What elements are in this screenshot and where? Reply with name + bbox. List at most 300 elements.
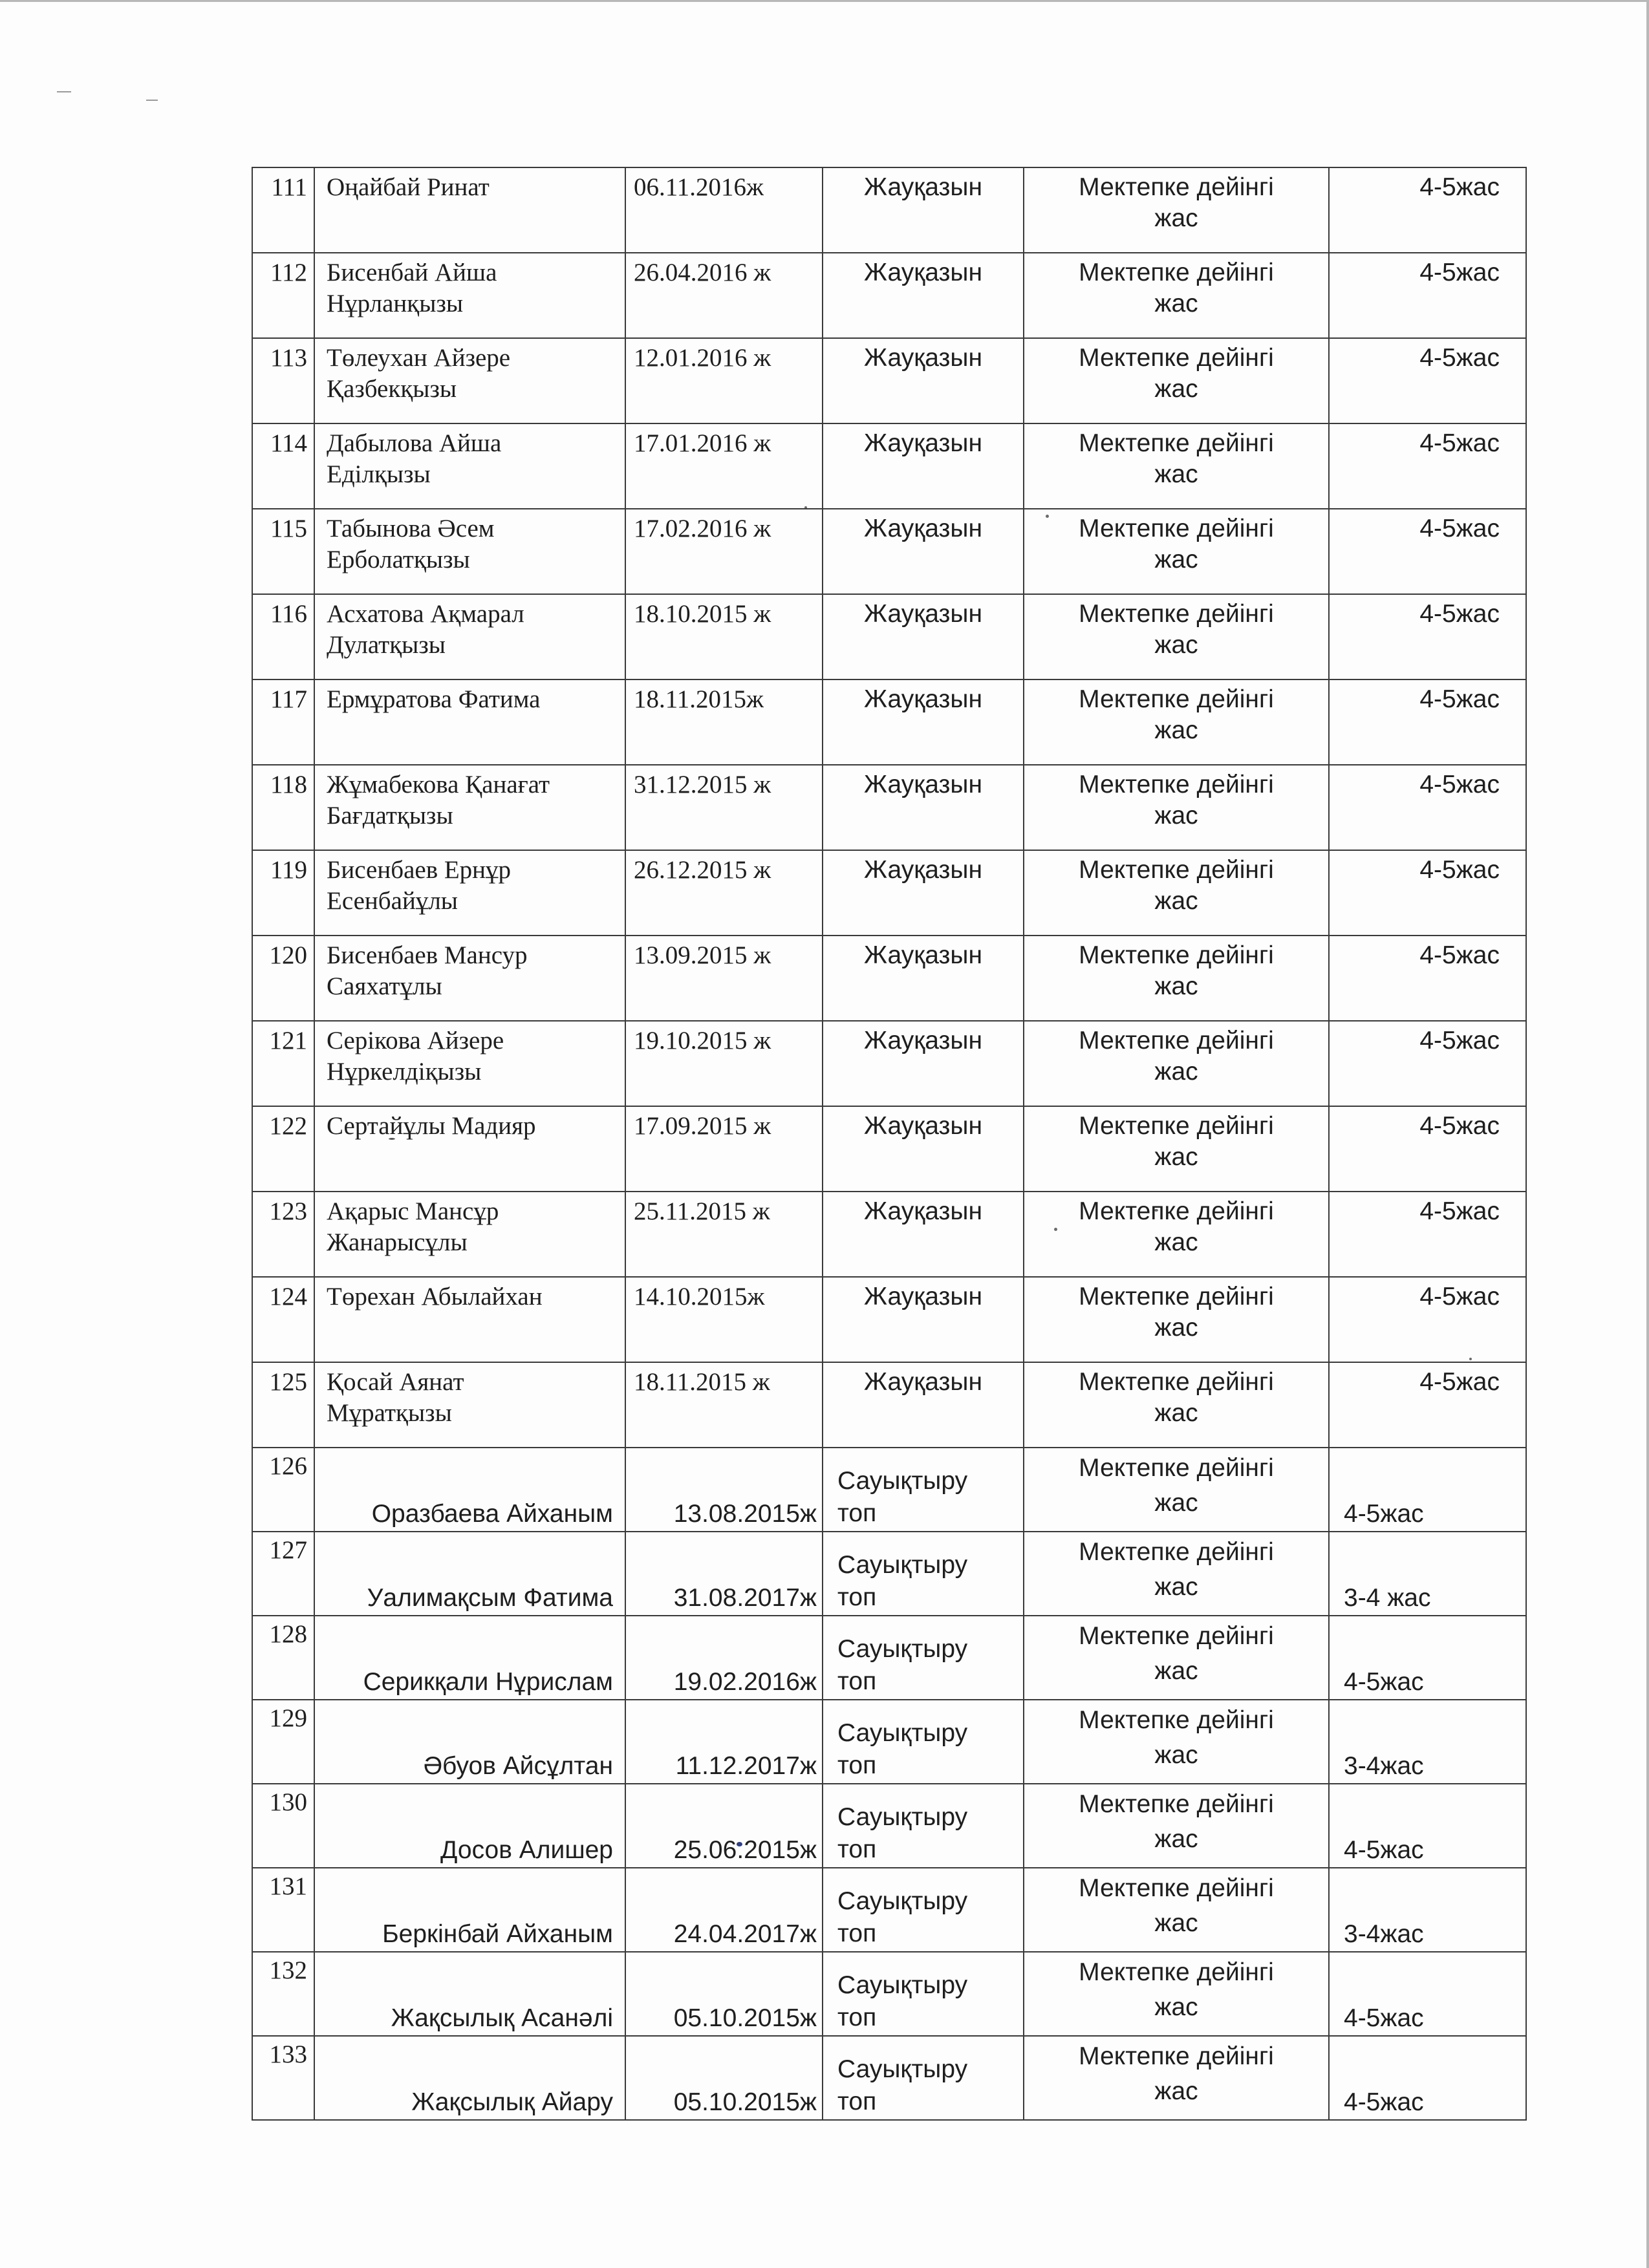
child-name-cell (314, 679, 625, 765)
row-number-cell (252, 1784, 314, 1868)
row-number: 118 (270, 771, 307, 798)
group-cell (823, 1192, 1024, 1277)
age-range-cell (1329, 1784, 1526, 1868)
age-range-cell (1329, 1192, 1526, 1277)
birth-date: 19.02.2016ж (673, 1668, 817, 1696)
child-name-cell (314, 167, 625, 253)
age-range: 4-5жас (1419, 515, 1500, 542)
table-row (252, 253, 1526, 338)
group-cell (823, 1106, 1024, 1192)
category-cell (1024, 423, 1329, 509)
age-range-cell (1329, 1616, 1526, 1700)
birth-date: 25.11.2015 ж (634, 1197, 770, 1225)
category-line: жас (1154, 1657, 1198, 1685)
child-name-line: Қазбекқызы (327, 375, 457, 403)
child-name-cell (314, 1952, 625, 2036)
category-cell (1024, 167, 1329, 253)
scan-mark-left-1 (57, 91, 71, 92)
age-range-cell (1329, 2036, 1526, 2120)
birth-date-cell (625, 1448, 823, 1532)
birth-date-cell (625, 1532, 823, 1616)
group-cell (823, 594, 1024, 679)
row-number: 133 (269, 2040, 307, 2068)
birth-date: 26.12.2015 ж (634, 856, 771, 884)
child-name-cell (314, 765, 625, 850)
row-number: 114 (270, 429, 307, 457)
child-name-line: Еділқызы (327, 460, 431, 488)
birth-date: 18.11.2015 ж (634, 1368, 770, 1396)
birth-date: 17.02.2016 ж (634, 515, 771, 542)
birth-date-cell (625, 1277, 823, 1362)
category-cell (1024, 253, 1329, 338)
age-range: 4-5жас (1419, 1197, 1500, 1225)
child-name-line: Сертайұлы Мадияр (327, 1112, 536, 1140)
category-line: жас (1154, 375, 1198, 403)
age-range: 4-5жас (1344, 2088, 1424, 2116)
group-name: Жауқазын (864, 1112, 982, 1140)
table-row (252, 1362, 1526, 1448)
category-cell (1024, 1192, 1329, 1277)
birth-date: 14.10.2015ж (634, 1283, 765, 1311)
group-name: Жауқазын (864, 1368, 982, 1396)
row-number-cell (252, 1532, 314, 1616)
age-range-cell (1329, 509, 1526, 594)
group-cell (823, 509, 1024, 594)
group-name-line: топ (837, 1835, 877, 1863)
category-line: Мектепке дейінгі (1079, 1454, 1274, 1482)
birth-date: 18.10.2015 ж (634, 600, 771, 628)
table-row (252, 2036, 1526, 2120)
table-row (252, 509, 1526, 594)
category-line: Мектепке дейінгі (1079, 2042, 1274, 2070)
group-name: Жауқазын (864, 1027, 982, 1054)
row-number-cell (252, 594, 314, 679)
group-name-line: Сауықтыру (837, 1887, 968, 1915)
row-number-cell (252, 253, 314, 338)
group-name: Жауқазын (864, 941, 982, 969)
child-name-line: Төлеухан Айзере (327, 344, 511, 372)
group-name-line: Сауықтыру (837, 1719, 968, 1747)
age-range: 4-5жас (1344, 1668, 1424, 1696)
birth-date-cell (625, 1192, 823, 1277)
child-name-line: Ермұратова Фатима (327, 685, 541, 713)
row-number: 131 (269, 1872, 307, 1900)
child-name-line: Төрехан Абылайхан (327, 1283, 543, 1311)
age-range-cell (1329, 1700, 1526, 1784)
age-range: 4-5жас (1419, 600, 1500, 628)
birth-date: 11.12.2017ж (675, 1752, 817, 1780)
birth-date-cell (625, 850, 823, 936)
age-range-cell (1329, 1952, 1526, 2036)
row-number: 123 (269, 1197, 307, 1225)
category-line: жас (1154, 631, 1198, 659)
birth-date: 12.01.2016 ж (634, 344, 771, 372)
category-line: Мектепке дейінгі (1079, 600, 1274, 628)
birth-date: 18.11.2015ж (634, 685, 764, 713)
row-number: 122 (269, 1112, 307, 1140)
age-range-cell (1329, 1277, 1526, 1362)
birth-date-cell (625, 679, 823, 765)
child-name-cell (314, 1616, 625, 1700)
age-range-cell (1329, 1362, 1526, 1448)
child-name-line: Бағдатқызы (327, 802, 453, 829)
birth-date-cell (625, 1868, 823, 1952)
age-range-cell (1329, 167, 1526, 253)
category-line: жас (1154, 1741, 1198, 1769)
child-name-cell (314, 936, 625, 1021)
row-number-cell (252, 338, 314, 423)
category-line: жас (1154, 460, 1198, 488)
age-range-cell (1329, 1448, 1526, 1532)
table-row (252, 850, 1526, 936)
child-name-line: Мұратқызы (327, 1399, 452, 1427)
child-name-line: Дулатқызы (327, 631, 446, 659)
row-number: 124 (269, 1283, 307, 1311)
row-number-cell (252, 1362, 314, 1448)
birth-date-cell (625, 1952, 823, 2036)
birth-date-cell (625, 1362, 823, 1448)
category-cell (1024, 1277, 1329, 1362)
category-line: жас (1154, 972, 1198, 1000)
age-range: 4-5жас (1419, 173, 1500, 201)
row-number: 119 (270, 856, 307, 884)
row-number-cell (252, 679, 314, 765)
group-cell (823, 1021, 1024, 1106)
table-row (252, 594, 1526, 679)
birth-date: 13.09.2015 ж (634, 941, 771, 969)
group-name-line: Сауықтыру (837, 1635, 968, 1663)
birth-date-cell (625, 1616, 823, 1700)
child-name-cell (314, 338, 625, 423)
category-cell (1024, 1952, 1329, 2036)
table-row (252, 1868, 1526, 1952)
category-line: Мектепке дейінгі (1079, 771, 1274, 798)
table-row (252, 1106, 1526, 1192)
category-cell (1024, 1868, 1329, 1952)
row-number-cell (252, 509, 314, 594)
birth-date-cell (625, 1021, 823, 1106)
child-name-line: Жұмабекова Қанағат (327, 771, 550, 798)
row-number: 117 (270, 685, 307, 713)
row-number-cell (252, 1868, 314, 1952)
child-name-cell (314, 509, 625, 594)
category-cell (1024, 509, 1329, 594)
category-line: Мектепке дейінгі (1079, 344, 1274, 372)
birth-date: 06.11.2016ж (634, 173, 764, 201)
birth-date-cell (625, 1106, 823, 1192)
group-cell (823, 1952, 1024, 2036)
birth-date: 13.08.2015ж (673, 1500, 817, 1528)
age-range-cell (1329, 338, 1526, 423)
row-number-cell (252, 423, 314, 509)
category-line: Мектепке дейінгі (1079, 515, 1274, 542)
table-row (252, 1616, 1526, 1700)
group-name: Жауқазын (864, 1283, 982, 1311)
category-cell (1024, 1106, 1329, 1192)
category-line: Мектепке дейінгі (1079, 1368, 1274, 1396)
category-line: Мектепке дейінгі (1079, 1622, 1274, 1650)
age-range: 4-5жас (1419, 1112, 1500, 1140)
category-cell (1024, 1616, 1329, 1700)
category-cell (1024, 1362, 1329, 1448)
table-row (252, 1952, 1526, 2036)
age-range-cell (1329, 679, 1526, 765)
category-cell (1024, 594, 1329, 679)
age-range: 4-5жас (1419, 771, 1500, 798)
group-name-line: топ (837, 1667, 877, 1695)
category-line: жас (1154, 546, 1198, 573)
birth-date: 17.01.2016 ж (634, 429, 771, 457)
group-cell (823, 1700, 1024, 1784)
group-cell (823, 936, 1024, 1021)
age-range: 3-4жас (1344, 1752, 1424, 1780)
table-row (252, 936, 1526, 1021)
row-number: 127 (269, 1536, 307, 1564)
child-name-cell (314, 1448, 625, 1532)
child-name-line: Серикқали Нұрислам (363, 1668, 613, 1696)
birth-date: 25.06.2015ж (673, 1836, 817, 1864)
row-number-cell (252, 1616, 314, 1700)
age-range-cell (1329, 594, 1526, 679)
table-row (252, 1532, 1526, 1616)
category-line: жас (1154, 1909, 1198, 1937)
category-line: жас (1154, 2077, 1198, 2105)
child-name-line: Уалимақсым Фатима (367, 1584, 613, 1612)
child-name-cell (314, 1868, 625, 1952)
birth-date-cell (625, 765, 823, 850)
birth-date-cell (625, 936, 823, 1021)
table-row (252, 1700, 1526, 1784)
category-line: жас (1154, 1314, 1198, 1342)
row-number: 111 (271, 173, 307, 201)
child-name-cell (314, 1700, 625, 1784)
child-name-cell (314, 423, 625, 509)
table-row (252, 679, 1526, 765)
age-range: 4-5жас (1419, 1283, 1500, 1311)
table-row (252, 1192, 1526, 1277)
category-line: Мектепке дейінгі (1079, 685, 1274, 713)
child-name-cell (314, 1192, 625, 1277)
table-row (252, 338, 1526, 423)
row-number-cell (252, 1021, 314, 1106)
birth-date-cell (625, 253, 823, 338)
table-row (252, 1448, 1526, 1532)
child-name-cell (314, 1021, 625, 1106)
category-line: жас (1154, 290, 1198, 317)
category-cell (1024, 1021, 1329, 1106)
group-name-line: топ (837, 2004, 877, 2031)
row-number: 129 (269, 1704, 307, 1732)
age-range-cell (1329, 1106, 1526, 1192)
age-range-cell (1329, 1021, 1526, 1106)
row-number: 112 (270, 259, 307, 286)
category-line: Мектепке дейінгі (1079, 1706, 1274, 1734)
category-line: Мектепке дейінгі (1079, 1197, 1274, 1225)
row-number: 130 (269, 1788, 307, 1816)
group-name-line: Сауықтыру (837, 1467, 968, 1495)
birth-date-cell (625, 509, 823, 594)
category-line: Мектепке дейінгі (1079, 856, 1274, 884)
group-name: Жауқазын (864, 1197, 982, 1225)
group-name: Жауқазын (864, 600, 982, 628)
birth-date: 26.04.2016 ж (634, 259, 771, 286)
child-name-line: Қосай Аянат (327, 1368, 464, 1396)
child-name-line: Асхатова Ақмарал (327, 600, 524, 628)
category-line: жас (1154, 1573, 1198, 1601)
row-number: 125 (269, 1368, 307, 1396)
age-range: 3-4жас (1344, 1920, 1424, 1948)
group-name-line: топ (837, 1499, 877, 1527)
row-number: 113 (270, 344, 307, 372)
row-number: 116 (270, 600, 307, 628)
row-number: 126 (269, 1452, 307, 1480)
group-name-line: Сауықтыру (837, 1971, 968, 1999)
group-name-line: топ (837, 1920, 877, 1947)
category-cell (1024, 850, 1329, 936)
group-cell (823, 1868, 1024, 1952)
category-cell (1024, 1532, 1329, 1616)
child-name-cell (314, 1106, 625, 1192)
category-line: Мектепке дейінгі (1079, 1874, 1274, 1902)
category-line: Мектепке дейінгі (1079, 941, 1274, 969)
row-number: 120 (269, 941, 307, 969)
group-name: Жауқазын (864, 685, 982, 713)
group-name: Жауқазын (864, 429, 982, 457)
birth-date-cell (625, 1784, 823, 1868)
group-name-line: топ (837, 1751, 877, 1779)
category-line: жас (1154, 204, 1198, 232)
register-body (252, 167, 1526, 2120)
category-line: Мектепке дейінгі (1079, 1112, 1274, 1140)
group-cell (823, 253, 1024, 338)
category-line: жас (1154, 1058, 1198, 1086)
row-number: 115 (270, 515, 307, 542)
category-line: жас (1154, 887, 1198, 915)
birth-date: 24.04.2017ж (673, 1920, 817, 1948)
age-range-cell (1329, 253, 1526, 338)
child-name-line: Ақарыс Мансұр (327, 1197, 499, 1225)
age-range-cell (1329, 1868, 1526, 1952)
table-row (252, 1021, 1526, 1106)
row-number-cell (252, 850, 314, 936)
row-number-cell (252, 1700, 314, 1784)
child-name-cell (314, 1784, 625, 1868)
category-line: жас (1154, 1228, 1198, 1256)
child-name-line: Беркінбай Айханым (382, 1920, 613, 1948)
child-name-line: Дабылова Айша (327, 429, 502, 457)
child-name-cell (314, 253, 625, 338)
category-line: жас (1154, 1143, 1198, 1171)
table-row (252, 1277, 1526, 1362)
child-name-line: Серікова Айзере (327, 1027, 504, 1054)
group-name: Жауқазын (864, 856, 982, 884)
group-cell (823, 765, 1024, 850)
child-name-line: Оразбаева Айханым (371, 1500, 613, 1528)
group-name-line: Сауықтыру (837, 1803, 968, 1831)
birth-date-cell (625, 594, 823, 679)
row-number-cell (252, 1448, 314, 1532)
group-cell (823, 1532, 1024, 1616)
category-line: жас (1154, 1399, 1198, 1427)
category-line: Мектепке дейінгі (1079, 259, 1274, 286)
age-range: 3-4 жас (1344, 1584, 1431, 1612)
group-name-line: Сауықтыру (837, 2055, 968, 2083)
birth-date: 05.10.2015ж (673, 2004, 817, 2032)
row-number: 121 (269, 1027, 307, 1054)
child-name-cell (314, 1277, 625, 1362)
table-row (252, 167, 1526, 253)
group-name-line: Сауықтыру (837, 1551, 968, 1579)
category-cell (1024, 338, 1329, 423)
age-range-cell (1329, 850, 1526, 936)
child-name-line: Жанарысұлы (327, 1228, 468, 1256)
category-line: Мектепке дейінгі (1079, 1538, 1274, 1566)
category-line: жас (1154, 1489, 1198, 1517)
age-range: 4-5жас (1344, 1500, 1424, 1528)
row-number-cell (252, 1952, 314, 2036)
category-line: жас (1154, 802, 1198, 829)
group-cell (823, 679, 1024, 765)
category-line: Мектепке дейінгі (1079, 1790, 1274, 1818)
table-row (252, 423, 1526, 509)
group-cell (823, 1616, 1024, 1700)
group-name: Жауқазын (864, 771, 982, 798)
category-line: Мектепке дейінгі (1079, 1958, 1274, 1986)
category-line: Мектепке дейінгі (1079, 429, 1274, 457)
age-range-cell (1329, 1532, 1526, 1616)
children-register-table (252, 167, 1527, 2121)
birth-date-cell (625, 1700, 823, 1784)
row-number-cell (252, 936, 314, 1021)
group-cell (823, 423, 1024, 509)
category-cell (1024, 2036, 1329, 2120)
category-line: жас (1154, 1825, 1198, 1853)
category-cell (1024, 1784, 1329, 1868)
group-name-line: топ (837, 1583, 877, 1611)
birth-date: 05.10.2015ж (673, 2088, 817, 2116)
scan-edge-top (0, 0, 1649, 2)
row-number: 132 (269, 1956, 307, 1984)
group-name: Жауқазын (864, 259, 982, 286)
birth-date: 19.10.2015 ж (634, 1027, 771, 1054)
row-number: 128 (269, 1620, 307, 1648)
group-cell (823, 167, 1024, 253)
group-name: Жауқазын (864, 515, 982, 542)
category-cell (1024, 936, 1329, 1021)
row-number-cell (252, 1192, 314, 1277)
age-range: 4-5жас (1419, 941, 1500, 969)
age-range-cell (1329, 936, 1526, 1021)
age-range: 4-5жас (1419, 344, 1500, 372)
child-name-line: Бисенбаев Ернұр (327, 856, 512, 884)
scan-edge-right (1646, 0, 1649, 2268)
age-range: 4-5жас (1419, 259, 1500, 286)
birth-date-cell (625, 2036, 823, 2120)
category-cell (1024, 1700, 1329, 1784)
category-line: Мектепке дейінгі (1079, 1027, 1274, 1054)
row-number-cell (252, 1106, 314, 1192)
group-cell (823, 1448, 1024, 1532)
age-range: 4-5жас (1419, 685, 1500, 713)
birth-date-cell (625, 167, 823, 253)
child-name-line: Ерболатқызы (327, 546, 470, 573)
age-range: 4-5жас (1419, 856, 1500, 884)
category-cell (1024, 1448, 1329, 1532)
child-name-line: Саяхатұлы (327, 972, 442, 1000)
child-name-line: Бисенбаев Мансур (327, 941, 528, 969)
group-cell (823, 1362, 1024, 1448)
child-name-line: Жақсылық Асанәлі (391, 2004, 613, 2032)
